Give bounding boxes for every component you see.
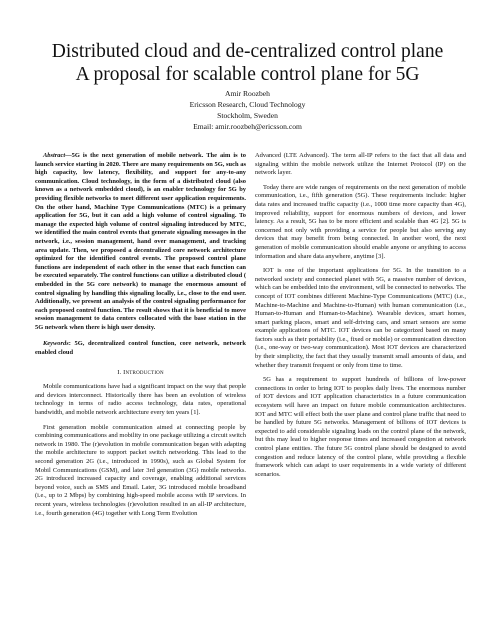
paragraph: Mobile communications have had a significant impact on the way that people and devices interconnect. Historically there has been an evolution of wireless technology in terms of radio access technology, data rates, operational bandwidth, and mobile network architecture every ten years [1].: [35, 383, 246, 417]
author-email: Email: amir.roozbeh@ericsson.com: [193, 122, 302, 131]
author-name: Amir Roozbeh: [225, 89, 270, 98]
author-block: [20, 88, 475, 132]
left-column: [35, 152, 246, 518]
keywords: [35, 340, 246, 357]
abstract: [35, 152, 246, 332]
author-location: Stockholm, Sweden: [217, 111, 278, 120]
keywords-text: : 5G, decentralized control function, core network, network enabled cloud: [35, 340, 246, 357]
paragraph: Today there are wide ranges of requirements on the next generation of mobile communication, i.e., fifth generation (5G). These requirements include: higher data rates and increased traffic capacity (i.e., 1000 time more capacity than 4G), improved reliability, support for enormous numbers of devices, and lower latency. As a result, 5G has to be more efficient and scalable than 4G [2]. 5G is concerned not only with providing a service for people but also serving any devices that may benefit from being connected. In another word, the next generation of mobile communication should enable anyone or anything to access information and share data anywhere, anytime [3].: [255, 183, 466, 260]
title-line-2: A proposal for scalable control plane for 5G: [75, 64, 420, 85]
paper-title: [20, 40, 475, 86]
right-column: [255, 152, 466, 479]
paragraph: First generation mobile communication aimed at connecting people by combining communications and mobility in one package utilizing a circuit switch network in 1980. The (r)evolution in mobile communication began with adapting the mobile architecture to support packet switch networking. This lead to the second generation 2G (i.e., introduced in 1990s), such as Global System for Mobil Communications (GSM), and later 3rd generation (3G) mobile networks. 2G introduced increased capacity and coverage, enabling additional services beyond voice, such as SMS and Email. Later, 3G introduced mobile broadband (i.e., up to 2 Mbps) by combining high-speed mobile access with IP services. In recent years, wireless technologies (r)evolution resulted in an all-IP architecture, i.e., fourth generation (4G) together with Long Term Evolution: [35, 423, 246, 517]
keywords-label: Keywords: [43, 340, 69, 348]
paragraph: Advanced (LTE Advanced). The term all-IP refers to the fact that all data and signaling within the mobile network utilize the Internet Protocol (IP) on the network layer.: [255, 152, 466, 177]
abstract-text: —5G is the next generation of mobile network. The aim is to launch service starting in 2020. There are many requirements on 5G, such as high capacity, low latency, flexibility, and support for any-to-any communication. Cloud technology, in the form of a distributed cloud (also known as a network embedded cloud), is an enabler technology for 5G by providing flexible networks to meet different user application requirements. On the other hand, Machine Type Communications (MTC) is a primary application for 5G, but it can add a high volume of control signaling. To manage the expected high volume of control signaling introduced by MTC, we identified the main control events that generate signaling messages in the network, i.e., session management, hand over management, and tracking area update. Then, we proposed a decentralized core network architecture optimized for the identified control events. The proposed control plane functions are independent of each other in the sense that each function can be executed separately. The control functions can utilize a distributed cloud ( embedded in the 5G core network) to manage the enormous amount of control signaling by handling this signaling locally, i.e., close to the end user. Additionally, we present an analysis of the control signaling performance for each proposed control function. The result shows that it is beneficial to move session management to data centers collocated with the base station in the 5G network when there is high user density.: [35, 152, 246, 331]
title-line-1: Distributed cloud and de-centralized control plane: [51, 41, 444, 62]
abstract-label: Abstract: [43, 152, 66, 159]
author-affiliation: Ericsson Research, Cloud Technology: [189, 100, 306, 109]
paragraph: IOT is one of the important applications for 5G. In the transition to a networked society and connected planet with 5G, a massive number of devices, which can be embedded into the environment, will be connected to networks. The concept of IOT combines different Machine-Type Communications (MTC) (i.e., Machine-to-Machine and Machine-to-Human) with human communication (i.e., Human-to-Human and Human-to-Machine). Wearable devices, smart homes, smart parking places, smart and self-driving cars, and smart sensors are some example applications of MTC. IOT devices can be categorized based on many factors such as their portability (i.e., fixed or mobile) or communication direction (i.e., one-way or two-way communication). Most IOT devices are characterized by their simplicity, the fact that they usually transmit small amounts of data, and whether they transmit frequent or only from time to time.: [255, 267, 466, 369]
paragraph: 5G has a requirement to support hundreds of billions of low-power connections in order to bring IOT to peoples daily lives. The enormous number of IOT devices and IOT application characteristics in a future communication ecosystem will have an impact on future mobile communication architectures. IOT and MTC will effect both the user plane and control plane traffic that need to be handled by future 5G networks. Management of billions of IOT devices is expected to add considerable signaling loads on the control plane of the network, but this may lead to higher response times and increased congestion at network control plane entities. The future 5G control plane should be designed to avoid congestion and reduce latency of the control plane, while providing a flexible framework which can adapt to user requirements in a wide variety of different scenarios.: [255, 376, 466, 478]
section-heading-introduction: I. Introduction: [117, 368, 164, 376]
